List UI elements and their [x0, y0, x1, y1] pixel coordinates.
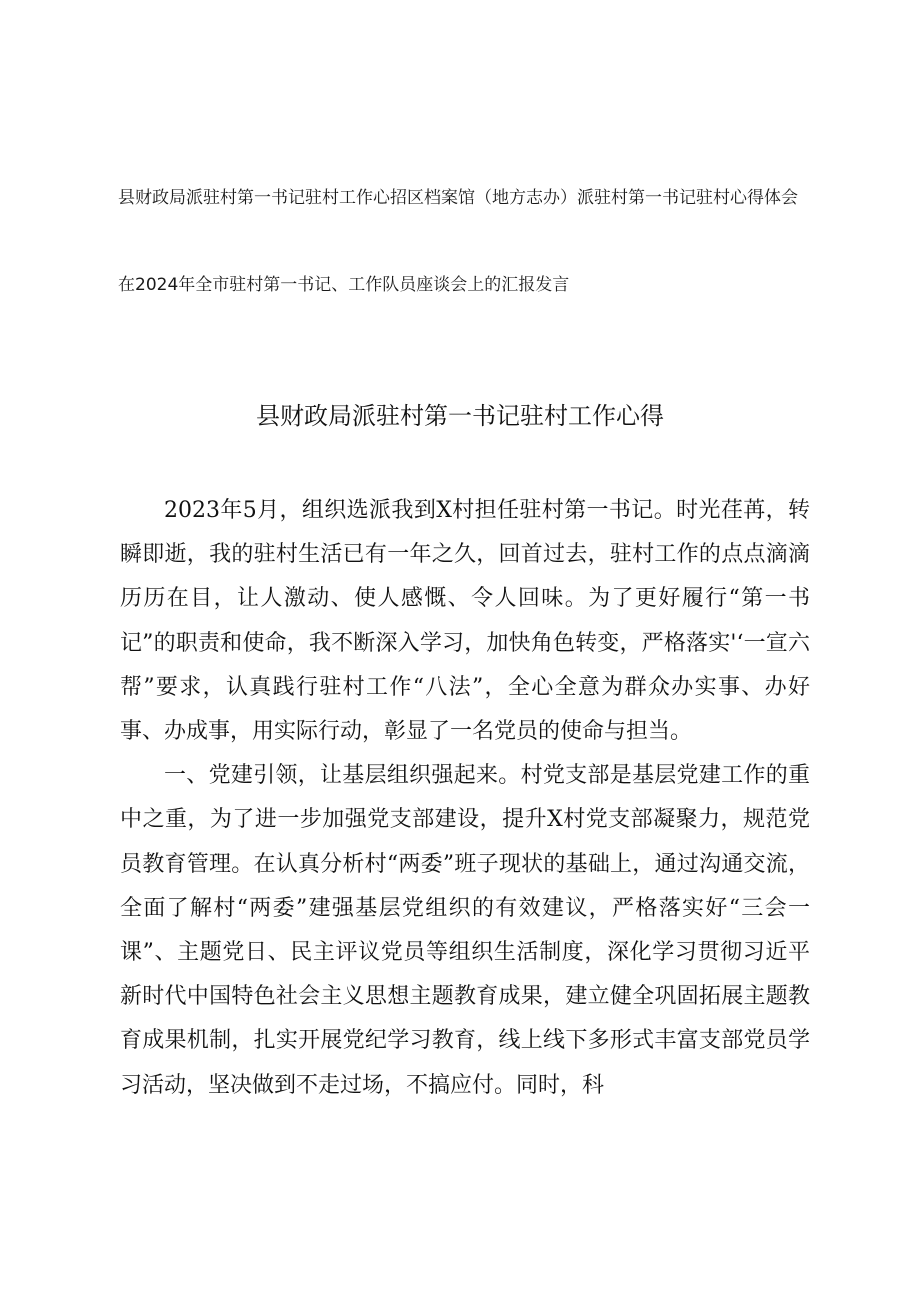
toc-entry-2: 在2024年全市驻村第一书记、工作队员座谈会上的汇报发言: [118, 275, 570, 295]
document-body: [120, 489, 810, 1108]
paragraph-party-building: 一、党建引领，让基层组织强起来。村党支部是基层党建工作的重中之重，为了进一步加强党支部建设，提升X村党支部凝聚力，规范党员教育管理。在认真分析村“两委”班子现状的基础上，通过沟通交流，全面了解村“两委”建强基层党组织的有效建议，严格落实好“三会一课”、主题党日、民主评议党员等组织生活制度，深化学习贯彻习近平新时代中国特色社会主义思想主题教育成果，建立健全巩固拓展主题教育成果机制，扎实开展党纪学习教育，线上线下多形式丰富支部党员学习活动，坚决做到不走过场，不搞应付。同时，科: [120, 763, 810, 1098]
paragraph-intro: 2023年5月，组织选派我到X村担任驻村第一书记。时光荏苒，转瞬即逝，我的驻村生活已有一年之久，回首过去，驻村工作的点点滴滴历历在目，让人激动、使人感慨、令人回味。为了更好履行“第一书记”的职责和使命，我不断深入学习，加快角色转变，严格落实'‘一宣六帮”要求，认真践行驻村工作“八法”，全心全意为群众办实事、办好事、办成事，用实际行动，彰显了一名党员的使命与担当。: [120, 498, 810, 745]
document-title: 县财政局派驻村第一书记驻村工作心得: [256, 402, 664, 430]
toc-entry-1: 县财政局派驻村第一书记驻村工作心招区档案馆（地方志办）派驻村第一书记驻村心得体会: [118, 188, 798, 208]
